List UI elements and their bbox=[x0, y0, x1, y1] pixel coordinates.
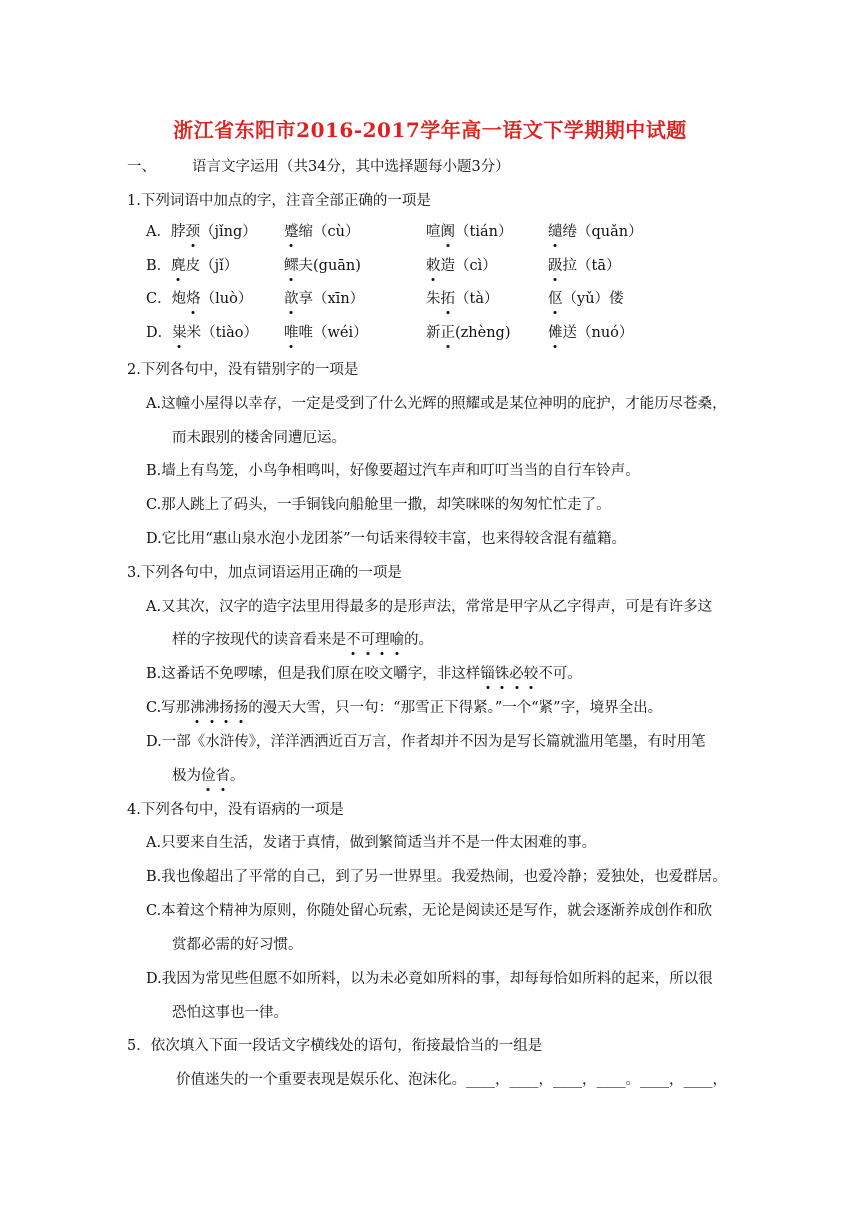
emphasis-char: 锱 bbox=[480, 666, 495, 682]
q2-option-d: D.它比用“惠山泉水泡小龙团茶”一句话来得较丰富，也来得较含混有蕴籍。 bbox=[146, 531, 627, 547]
q1-b-item-2: 鳏夫(guān) bbox=[284, 258, 361, 274]
emphasis-char: 扬 bbox=[219, 700, 234, 716]
q4-option-c-line2: 赏都必需的好习惯。 bbox=[172, 937, 303, 953]
emphasis-char: 铢 bbox=[494, 666, 510, 682]
q2-option-c: C.那人跳上了码头，一手铜钱向船舱里一撒，却笑咪咪的匆匆忙忙走了。 bbox=[146, 497, 611, 513]
q1-stem: 1.下列词语中加点的字，注音全部正确的一项是 bbox=[127, 193, 431, 209]
q1-a-item-4: 缱绻（quǎn） bbox=[548, 224, 643, 240]
q2-stem: 2.下列各句中，没有错别字的一项是 bbox=[127, 362, 359, 378]
q3-option-d-line2: 极为俭省。 bbox=[172, 768, 245, 784]
q3-option-b: B.这番话不免啰嗦，但是我们原在咬文嚼字，非这样锱铢必较不可。 bbox=[146, 666, 582, 682]
q1-d-item-3: 新正(zhèng) bbox=[426, 325, 511, 341]
q2-option-a-line2: 而未跟别的楼舍同遭厄运。 bbox=[172, 430, 346, 446]
dotted-phrase bbox=[201, 768, 230, 784]
emphasis-char: 扬 bbox=[233, 700, 249, 716]
q3-option-c: C.写那沸沸扬扬的漫天大雪，只一句：“那雪正下得紧。”一个“紧”字，境界全出。 bbox=[146, 700, 663, 716]
q1-c-item-2: 歆享（xīn） bbox=[284, 291, 365, 307]
q2-option-b: B.墙上有鸟笼，小鸟争相鸣叫，好像要超过汽车声和叮叮当当的自行车铃声。 bbox=[146, 463, 640, 479]
q1-d-item-2: 唯唯（wéi） bbox=[284, 325, 368, 341]
q1-b-item-1: B．麂皮（jǐ） bbox=[146, 258, 239, 274]
q1-a-item-1: A．脖颈（jǐng） bbox=[146, 224, 257, 240]
emphasis-char: 理 bbox=[375, 632, 390, 648]
q1-a-item-3: 喧阗（tián） bbox=[426, 224, 513, 240]
q1-c-item-1: C．炮烙（luò） bbox=[146, 291, 253, 307]
emphasis-char: 沸 bbox=[190, 700, 205, 716]
section-heading: 语言文字运用（共34分，其中选择题每小题3分） bbox=[192, 159, 510, 175]
q4-option-d-line2: 恐怕这事也一律。 bbox=[172, 1005, 288, 1021]
q3-option-d-line1: D.一部《水浒传》，洋洋洒洒近百万言，作者却并不因为是写长篇就滥用笔墨，有时用笔 bbox=[146, 734, 706, 750]
page-title: 浙江省东阳市2016-2017学年高一语文下学期期中试题 bbox=[173, 118, 687, 142]
q3-option-a-line1: A.又其次，汉字的造字法里用得最多的是形声法，常常是甲字从乙字得声，可是有许多这 bbox=[146, 599, 713, 615]
emphasis-char: 喻 bbox=[389, 632, 404, 648]
q1-b-item-3: 敕造（cì） bbox=[426, 258, 497, 274]
q2-option-a-line1: A.这幢小屋得以幸存，一定是受到了什么光辉的照耀或是某位神明的庇护，才能历尽苍桑， bbox=[146, 396, 727, 412]
q4-option-a: A.只要来自生活，发诸于真情，做到繁简适当并不是一件太困难的事。 bbox=[146, 835, 597, 851]
emphasis-char: 可 bbox=[360, 632, 375, 648]
dotted-phrase bbox=[346, 632, 404, 648]
emphasis-char: 必 bbox=[509, 666, 524, 682]
q1-d-item-4: 傩送（nuó） bbox=[548, 325, 634, 341]
section-number: 一、 bbox=[127, 159, 156, 175]
q1-c-item-3: 朱拓（tà） bbox=[426, 291, 499, 307]
q1-d-item-1: D．粜米（tiào） bbox=[146, 325, 258, 341]
q1-a-item-2: 蹙缩（cù） bbox=[284, 224, 360, 240]
q5-passage: 价值迷失的一个重要表现是娱乐化、泡沫化。____，____，____，____。____，____， bbox=[176, 1072, 727, 1088]
q4-stem: 4.下列各句中，没有语病的一项是 bbox=[127, 802, 344, 818]
emphasis-char: 省 bbox=[215, 768, 230, 784]
emphasis-char: 不 bbox=[346, 632, 361, 648]
q3-option-a-line2: 样的字按现代的读音看来是不可理喻的。 bbox=[172, 632, 433, 648]
dotted-phrase bbox=[190, 700, 248, 716]
dotted-phrase bbox=[480, 666, 538, 682]
q5-stem: 5．依次填入下面一段话文字横线处的语句，衔接最恰当的一组是 bbox=[127, 1038, 543, 1054]
q4-option-d-line1: D.我因为常见些但愿不如所料，以为未必竟如所料的事，却每每恰如所料的起来，所以很 bbox=[146, 971, 713, 987]
q4-option-c-line1: C.本着这个精神为原则，你随处留心玩索，无论是阅读还是写作，就会逐渐养成创作和欣 bbox=[146, 903, 713, 919]
emphasis-char: 沸 bbox=[204, 700, 220, 716]
q1-b-item-4: 趿拉（tā） bbox=[548, 258, 621, 274]
q1-c-item-4: 伛（yǔ）偻 bbox=[548, 291, 624, 307]
q3-stem: 3.下列各句中，加点词语运用正确的一项是 bbox=[127, 565, 402, 581]
q4-option-b: B.我也像超出了平常的自己，到了另一世界里。我爱热闹，也爱冷静；爱独处，也爱群居。 bbox=[146, 869, 727, 885]
emphasis-char: 俭 bbox=[201, 768, 216, 784]
emphasis-char: 较 bbox=[523, 666, 539, 682]
